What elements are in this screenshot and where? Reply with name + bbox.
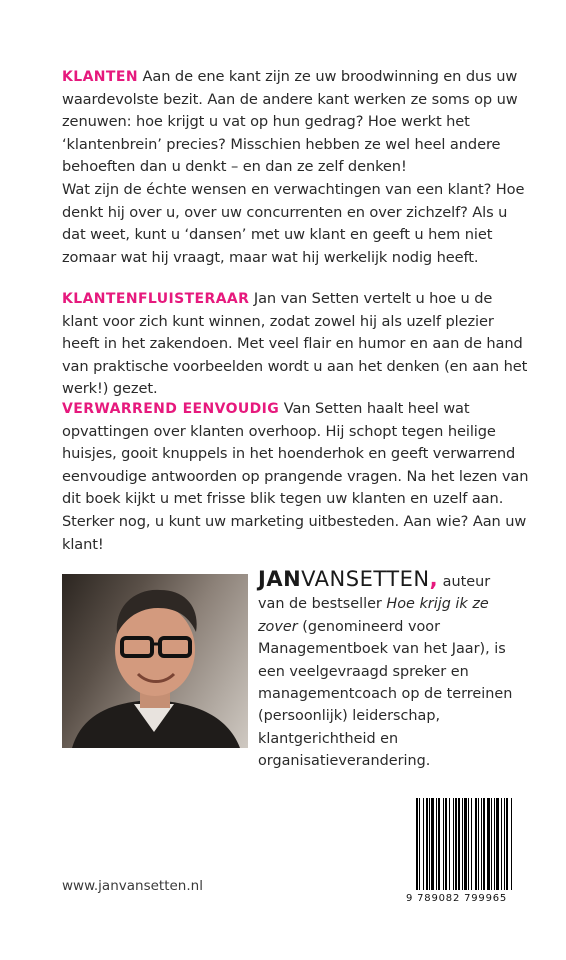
barcode-bar	[491, 798, 492, 890]
barcode-number: 9 789082 799965	[406, 893, 508, 904]
barcode-bar	[431, 798, 434, 890]
barcode-bar	[475, 798, 477, 890]
barcode-bar	[419, 798, 420, 890]
author-bio	[258, 568, 520, 773]
barcode-bar	[471, 798, 472, 890]
barcode-bar	[496, 798, 499, 890]
book-title: Hoe krijg ik ze zover	[258, 596, 489, 635]
barcode-bar	[423, 798, 424, 890]
barcode-bar	[494, 798, 495, 890]
barcode-bar	[487, 798, 490, 890]
section-lead: KLANTENFLUISTERAAR	[62, 291, 250, 307]
author-first-name: JAN	[258, 567, 302, 591]
barcode-bar	[504, 798, 505, 890]
author-last-name: VANSETTEN	[301, 567, 430, 591]
section-body: Jan van Setten vertelt u hoe u de klant voor zich kunt winnen, zodat zowel hij als uzelf plezier heeft in het zakendoen. Met veel flair en humor en aan de hand van praktische voorbeelden wordt u aan het denken (en aan het werk!) gezet.	[62, 290, 528, 398]
author-intro: auteur van de bestseller	[258, 574, 491, 613]
barcode-bar	[468, 798, 469, 890]
website-url: www.janvansetten.nl	[62, 878, 203, 894]
barcode-bar	[429, 798, 430, 890]
barcode-bar	[436, 798, 437, 890]
barcode-bar	[455, 798, 457, 890]
section-body-2: Wat zijn de échte wensen en verwachtingen van een klant? Hoe denkt hij over u, over uw concurrenten en over zichzelf? Als u dat weet, kunt u ‘dansen’ met uw klant en geeft u hem niet zomaar wat hij vraagt, maar wat hij werkelijk nodig heeft.	[62, 180, 525, 266]
barcode-bar	[416, 798, 418, 890]
barcode-bar	[501, 798, 502, 890]
section-lead: KLANTEN	[62, 69, 138, 85]
barcode-bar	[462, 798, 463, 890]
barcode-bar	[438, 798, 440, 890]
section-body: Aan de ene kant zijn ze uw broodwinning en dus uw waardevolste bezit. Aan de andere kant werken ze soms op uw zenuwen: hoe krijgt u vat op hun gedrag? Hoe werkt het ‘klantenbrein’ precies? Misschien hebben ze wel heel andere behoeften dan u denkt – en dan ze zelf denken!	[62, 68, 518, 176]
author-name	[258, 567, 438, 591]
author-photo	[62, 574, 248, 748]
section-lead: VERWARREND EENVOUDIG	[62, 401, 280, 417]
author-comma: ,	[429, 567, 439, 591]
barcode-bar	[426, 798, 428, 890]
section-body: Van Setten haalt heel wat opvattingen over klanten overhoop. Hij schopt tegen heilige huisjes, gooit knuppels in het hoenderhok en geeft verwarrend eenvoudige antwoorden op prangende vragen. Na het lezen van dit boek kijkt u met frisse blik tegen uw klanten en uzelf aan. Sterker nog, u kunt uw marketing uitbesteden. Aan wie? Aan uw klant!	[62, 400, 529, 553]
barcode-bar	[464, 798, 467, 890]
section-klanten	[62, 66, 532, 269]
barcode-bar	[478, 798, 479, 890]
barcode-bar	[458, 798, 460, 890]
barcode-bar	[443, 798, 444, 890]
barcode-bar	[449, 798, 450, 890]
barcode-bar	[481, 798, 482, 890]
section-verwarrend-eenvoudig	[62, 398, 532, 556]
barcode-bar	[445, 798, 447, 890]
author-portrait-image	[62, 574, 248, 748]
author-bio-text: (genomineerd voor Managementboek van het Jaar), is een veelgevraagd spreker en managementcoach op de terreinen (persoonlijk) leiderschap, klantgerichtheid en organisatieverandering.	[258, 618, 513, 770]
section-klantenfluisteraar	[62, 288, 532, 401]
barcode-bar	[453, 798, 454, 890]
barcode-bar	[483, 798, 485, 890]
barcode-bar	[511, 798, 512, 890]
barcode-bar	[506, 798, 508, 890]
isbn-barcode	[406, 798, 538, 894]
